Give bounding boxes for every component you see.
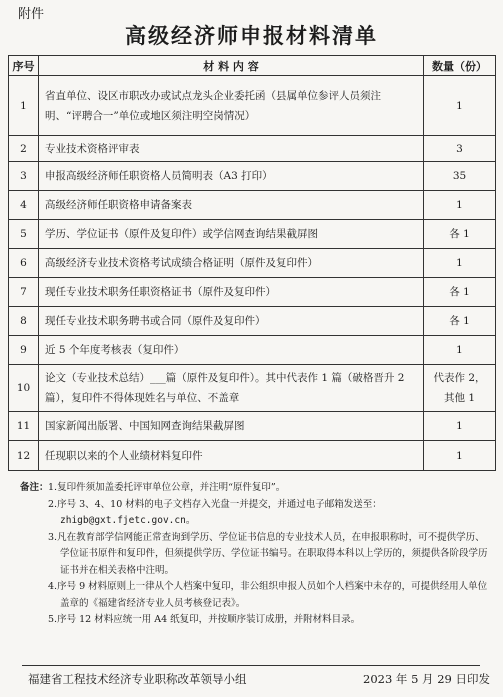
row-qty: [424, 365, 496, 412]
note-2-text: 2.序号 3、4、10 材料的电子文档存入光盘一并提交，并通过电子邮箱发送至：: [48, 498, 382, 510]
row-material: 高级经济师任职资格申请备案表: [39, 191, 424, 220]
table-row: [9, 191, 496, 220]
row-no: 9: [9, 336, 39, 365]
note-2-email: zhigb@gxt.fjetc.gov.cn: [60, 515, 186, 526]
row-qty: 1: [424, 412, 496, 441]
row-qty: 1: [424, 76, 496, 136]
header-material: 材 料 内 容: [39, 56, 424, 76]
row-qty: 1: [424, 336, 496, 365]
note-2-end: 。: [185, 515, 196, 526]
row-qty-line1: 代表作 2，: [433, 372, 486, 384]
table-row: [9, 162, 496, 191]
table-row: [9, 441, 496, 471]
row-no: 6: [9, 249, 39, 278]
table-row: [9, 249, 496, 278]
table-row: [9, 412, 496, 441]
note-4: 4.序号 9 材料原则上一律从个人档案中复印，非公组织申报人员如个人档案中未存的，可提供经用人单位盖章的《福建省经济专业人员考核登记表》。: [48, 581, 488, 609]
row-qty: 各 1: [424, 220, 496, 249]
row-material: 现任专业技术职务聘书或合同（原件及复印件）: [39, 307, 424, 336]
materials-table: [8, 55, 496, 471]
footer-divider: [22, 665, 480, 666]
row-material: 任现职以来的个人业绩材料复印件: [39, 441, 424, 471]
note-1: 1.复印件须加盖委托评审单位公章，并注明“原件复印”。: [48, 482, 286, 493]
table-row: [9, 136, 496, 162]
row-no: 2: [9, 136, 39, 162]
notes-label: 备注：: [20, 482, 49, 493]
footer: [28, 671, 490, 687]
row-qty: 35: [424, 162, 496, 191]
row-no: 10: [9, 365, 39, 412]
table-row: [9, 76, 496, 136]
row-no: 4: [9, 191, 39, 220]
note-5: 5.序号 12 材料应统一用 A4 纸复印，并按顺序装订成册，并附材料目录。: [48, 614, 361, 625]
header-qty: 数量（份）: [424, 56, 496, 76]
row-no: 7: [9, 278, 39, 307]
row-material: 论文（专业技术总结）___篇（原件及复印件）。其中代表作 1 篇（破格晋升 2 篇），复印件不得体现姓名与单位、不盖章: [39, 365, 424, 412]
row-qty: 各 1: [424, 307, 496, 336]
row-material: 近 5 个年度考核表（复印件）: [39, 336, 424, 365]
row-no: 11: [9, 412, 39, 441]
row-qty-line2: 其他 1: [443, 392, 476, 404]
footer-date: 2023 年 5 月 29 日印发: [363, 672, 490, 686]
row-material: 专业技术资格评审表: [39, 136, 424, 162]
table-row: [9, 365, 496, 412]
table-header-row: [9, 56, 496, 76]
document-title: 高级经济师申报材料清单: [125, 24, 378, 48]
row-qty: 各 1: [424, 278, 496, 307]
row-material: 国家新闻出版署、中国知网查询结果截屏图: [39, 412, 424, 441]
row-material: 省直单位、设区市职改办或试点龙头企业委托函（县属单位参评人员须注明、“评聘合一”单位或地区须注明空岗情况）: [39, 76, 424, 136]
row-no: 1: [9, 76, 39, 136]
note-3: 3.凡在教育部学信网能正常查询到学历、学位证书信息的专业技术人员，在申报职称时，可不提供学历、学位证书原件和复印件，但须提供学历、学位证书编号。在职取得本科以上学历的，须提供各阶段学历证书并在相关表格中注明。: [48, 531, 488, 576]
row-material: 学历、学位证书（原件及复印件）或学信网查询结果截屏图: [39, 220, 424, 249]
table-row: [9, 307, 496, 336]
footer-org: 福建省工程技术经济专业职称改革领导小组: [28, 672, 247, 686]
table-row: [9, 278, 496, 307]
attachment-label: 附件: [18, 7, 45, 22]
row-material: 现任专业技术职务任职资格证书（原件及复印件）: [39, 278, 424, 307]
notes-section: [20, 480, 490, 629]
table-row: [9, 336, 496, 365]
row-no: 3: [9, 162, 39, 191]
note-2: [48, 497, 490, 530]
row-qty: 1: [424, 441, 496, 471]
row-no: 5: [9, 220, 39, 249]
row-no: 12: [9, 441, 39, 471]
row-qty: 3: [424, 136, 496, 162]
header-no: 序号: [9, 56, 39, 76]
row-qty: 1: [424, 191, 496, 220]
row-material: 申报高级经济师任职资格人员简明表（A3 打印）: [39, 162, 424, 191]
row-no: 8: [9, 307, 39, 336]
row-material: 高级经济专业技术资格考试成绩合格证明（原件及复印件）: [39, 249, 424, 278]
row-qty: 1: [424, 249, 496, 278]
table-row: [9, 220, 496, 249]
